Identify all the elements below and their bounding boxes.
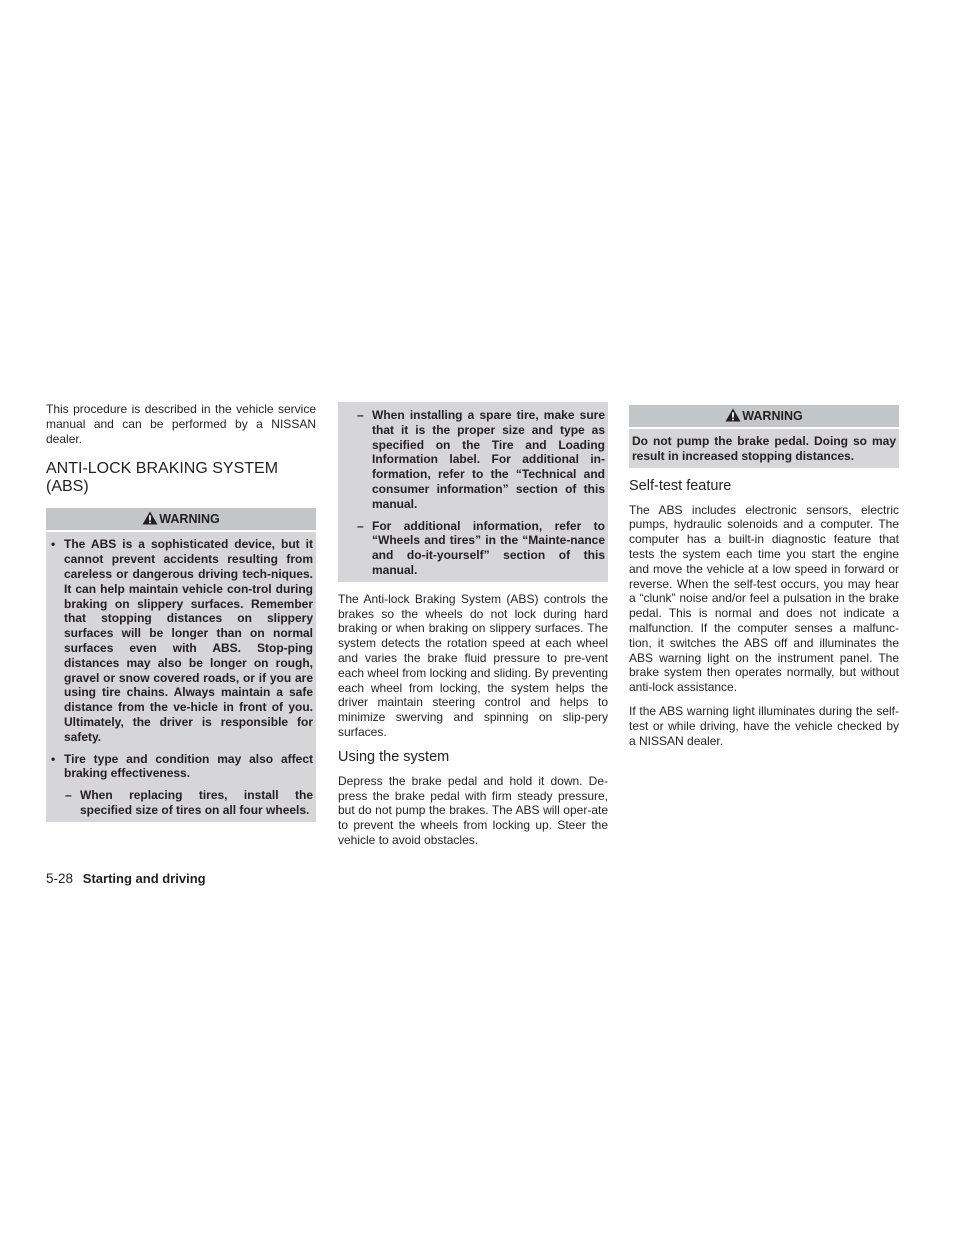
pedal-warning-box bbox=[629, 405, 899, 468]
page-footer bbox=[46, 871, 206, 887]
column-2 bbox=[338, 402, 608, 857]
dash-icon: – bbox=[357, 408, 364, 422]
warning-body bbox=[46, 532, 316, 821]
column-1 bbox=[46, 402, 316, 832]
warning-dash-text: For additional information, refer to “Wheels and tires” in the “Mainte-nance and do-it-yourself” section of this manual. bbox=[372, 518, 605, 577]
warning-dash-item bbox=[341, 408, 605, 512]
warning-bullet-item bbox=[49, 752, 313, 782]
warning-dash-item bbox=[341, 519, 605, 578]
section-title: ANTI-LOCK BRAKING SYSTEM (ABS) bbox=[46, 460, 279, 496]
self-test-title: Self-test feature bbox=[629, 477, 732, 494]
warning-header bbox=[629, 405, 899, 429]
warning-dash-text: When installing a spare tire, make sure that it is the proper size and type as specified on the Tire and Loading Information label. For additional in-formation, refer to the “Technical and consumer information” section of this manual. bbox=[372, 408, 605, 511]
warning-dash-item bbox=[49, 788, 313, 818]
bullet-icon: • bbox=[51, 751, 56, 766]
warning-dash-text: When replacing tires, install the specified size of tires on all four wheels. bbox=[80, 788, 313, 817]
warning-bullet-text: The ABS is a sophisticated device, but it cannot prevent accidents resulting from careless or dangerous driving tech-niques. It can help maintain vehicle con-trol during braking on slippery surfaces. Remember that stopping distances on slippery surfaces will be longer than on normal surfaces even with ABS. Stop-ping distances may also be longer on rough, gravel or snow covered roads, or if you are using tire chains. Always maintain a safe distance from the ve-hicle in front of you. Ultimately, the driver is responsible for safety. bbox=[64, 537, 313, 744]
page-number: 5-28 bbox=[46, 871, 74, 886]
self-test-paragraph-1: The ABS includes electronic sensors, electric pumps, hydraulic solenoids and a computer. The computer has a built-in diagnostic feature that tests the system each time you start the engine and move the vehicle at a low speed in forward or reverse. When the self-test occurs, you may hear a “clunk” noise and/or feel a pulsation in the brake pedal. This is normal and does not indicate a malfunction. If the computer senses a malfunc-tion, it switches the ABS off and illuminates the ABS warning light on the instrument panel. The brake system then operates normally, but without anti-lock assistance. bbox=[629, 502, 899, 695]
abs-description: The Anti-lock Braking System (ABS) controls the brakes so the wheels do not lock during hard braking or when braking on slippery surfaces. The system detects the rotation speed at each wheel and varies the brake fluid pressure to pre-vent each wheel from locking and sliding. By preventing each wheel from locking, the system helps the driver maintain steering control and helps to minimize swerving and spinning on slip-pery surfaces. bbox=[338, 591, 608, 739]
warning-header bbox=[46, 508, 316, 532]
dash-icon: – bbox=[357, 518, 364, 533]
warning-triangle-icon bbox=[725, 408, 741, 422]
column-3 bbox=[629, 405, 899, 757]
warning-label: WARNING bbox=[159, 512, 220, 527]
footer-section-name: Starting and driving bbox=[82, 871, 206, 886]
bullet-icon: • bbox=[51, 537, 56, 552]
warning-body-continued bbox=[338, 402, 608, 582]
warning-bullet-item bbox=[49, 537, 313, 744]
using-system-text: Depress the brake pedal and hold it down. De-press the brake pedal with firm steady pressure, but do not pump the brakes. The ABS will oper-ate to prevent the wheels from locking up. Steer the vehicle to avoid obstacles. bbox=[338, 773, 608, 847]
self-test-paragraph-2: If the ABS warning light illuminates during the self-test or while driving, have the vehicle checked by a NISSAN dealer. bbox=[629, 703, 899, 748]
warning-triangle-icon bbox=[142, 511, 158, 525]
intro-paragraph: This procedure is described in the vehicle service manual and can be performed by a NISSAN dealer. bbox=[46, 402, 316, 446]
warning-label: WARNING bbox=[742, 409, 803, 423]
dash-icon: – bbox=[65, 788, 72, 803]
abs-warning-box bbox=[46, 508, 316, 821]
warning-body bbox=[629, 429, 899, 468]
abs-warning-box-continued bbox=[338, 402, 608, 582]
warning-bullet-text: Tire type and condition may also affect braking effectiveness. bbox=[64, 751, 313, 781]
pedal-warning-text: Do not pump the brake pedal. Doing so may result in increased stopping distances. bbox=[632, 434, 896, 463]
using-system-title: Using the system bbox=[338, 748, 450, 765]
